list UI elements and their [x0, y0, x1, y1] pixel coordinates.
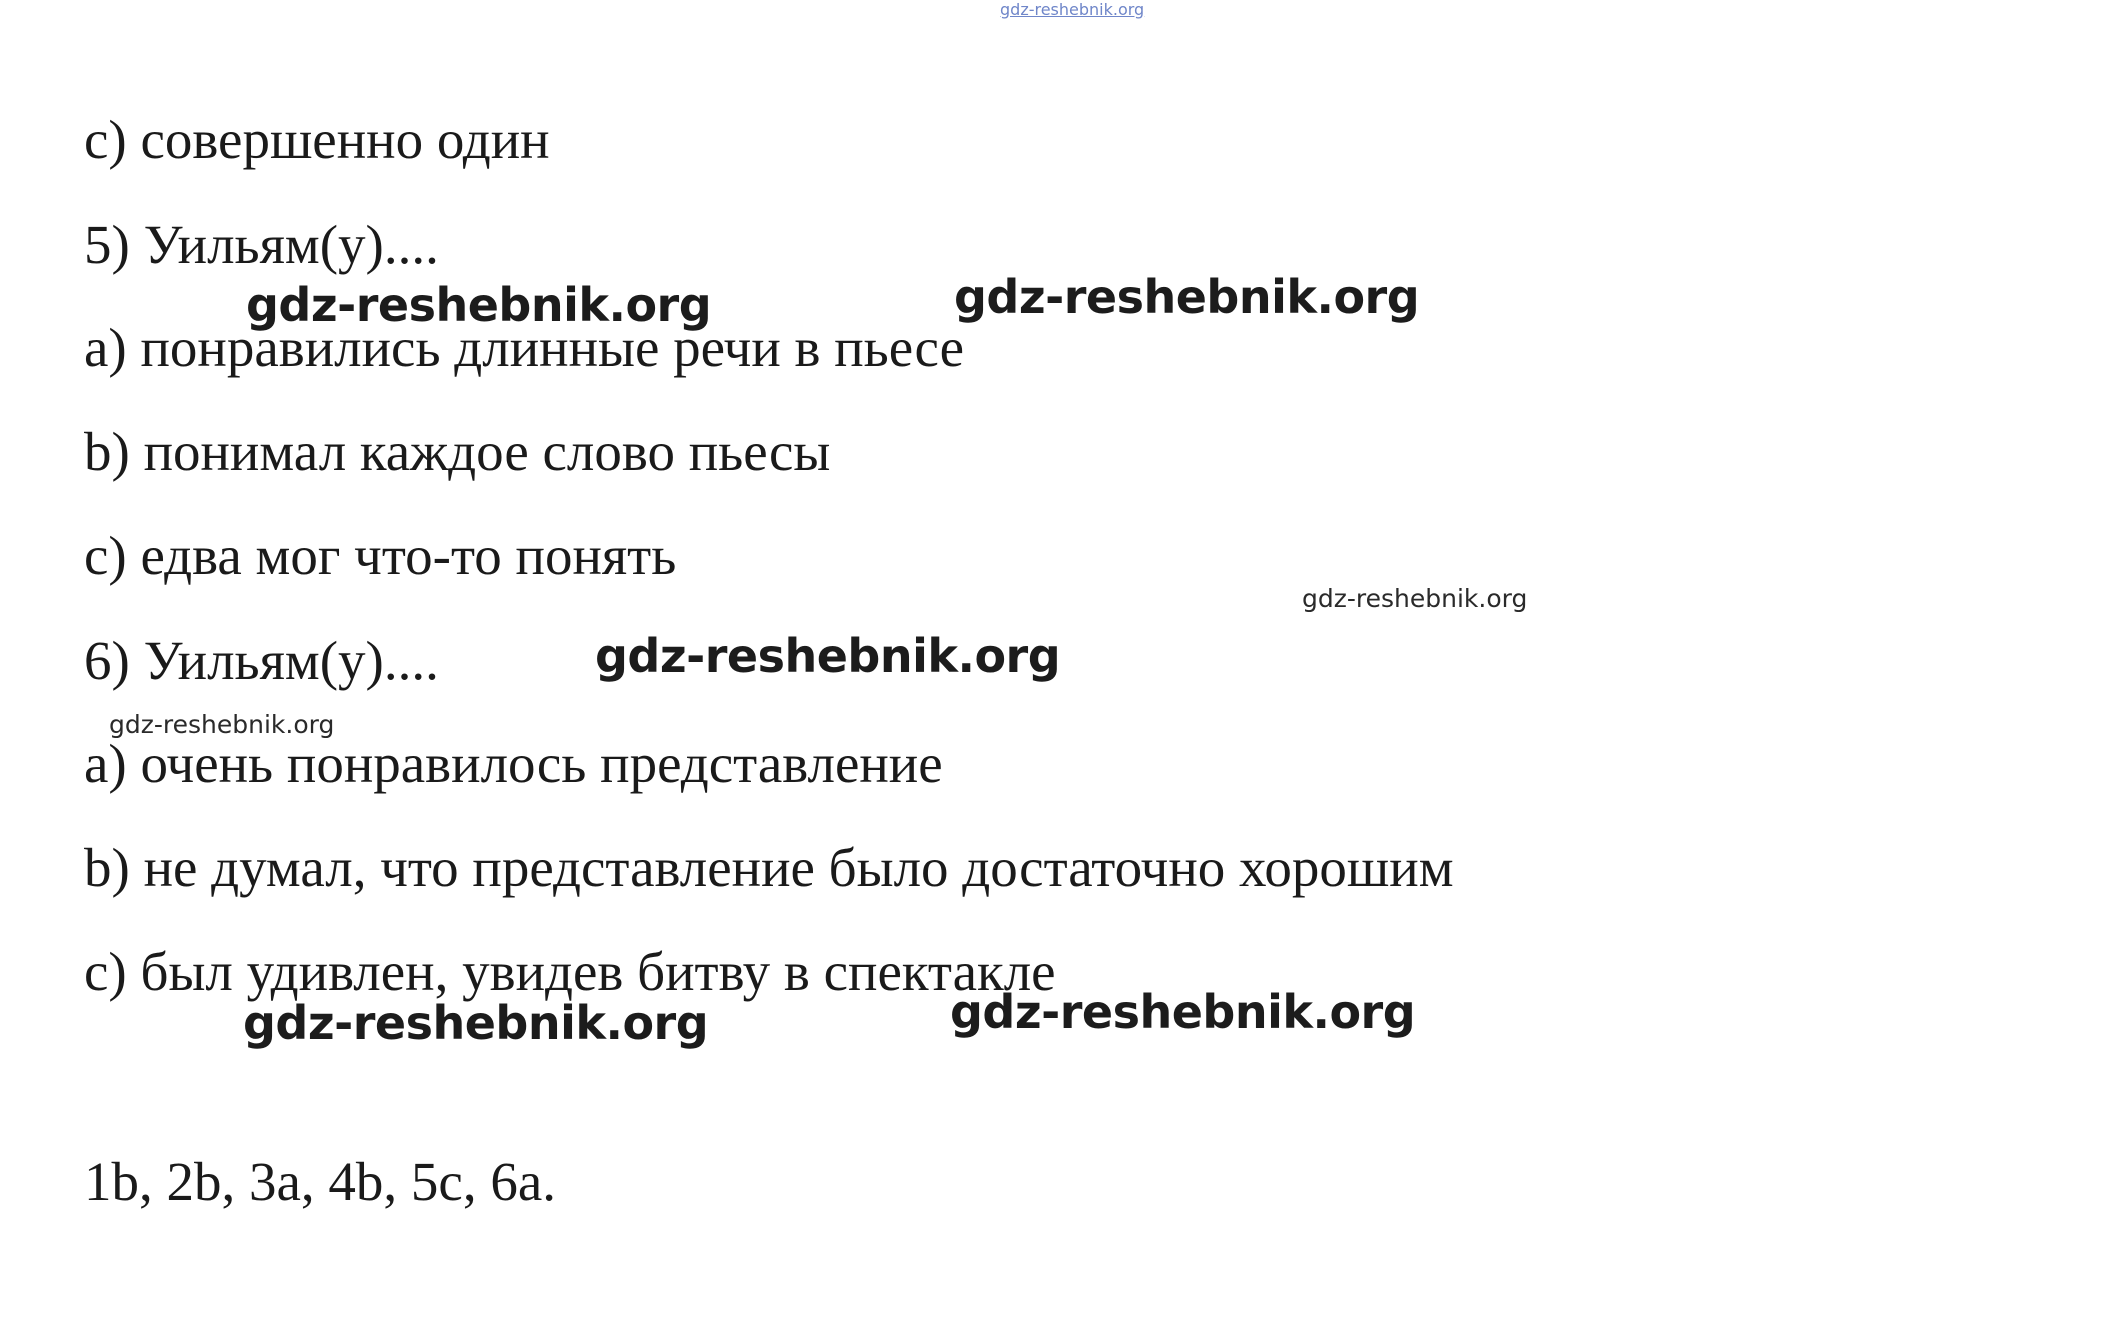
watermark-text: gdz-reshebnik.org: [243, 996, 709, 1050]
watermark-text: gdz-reshebnik.org: [950, 985, 1416, 1039]
question-5: 5) Уильям(у)....: [84, 214, 439, 275]
question-6: 6) Уильям(у)....: [84, 630, 439, 691]
header-watermark-link[interactable]: gdz-reshebnik.org: [1000, 0, 1145, 19]
option-6b: b) не думал, что представление было достаточно хорошим: [84, 837, 1454, 898]
watermark-text: gdz-reshebnik.org: [246, 278, 712, 332]
option-4c: c) совершенно один: [84, 109, 550, 170]
option-6c: c) был удивлен, увидев битву в спектакле: [84, 941, 1056, 1002]
watermark-text: gdz-reshebnik.org: [954, 270, 1420, 324]
answer-key: 1b, 2b, 3a, 4b, 5c, 6a.: [84, 1151, 556, 1212]
watermark-text: gdz-reshebnik.org: [595, 629, 1061, 683]
option-5c: c) едва мог что-то понять: [84, 525, 677, 586]
option-5b: b) понимал каждое слово пьесы: [84, 421, 831, 482]
watermark-text: gdz-reshebnik.org: [1302, 584, 1528, 613]
option-5a: a) понравились длинные речи в пьесе: [84, 317, 965, 378]
watermark-text: gdz-reshebnik.org: [109, 710, 335, 739]
option-6a: a) очень понравилось представление: [84, 733, 943, 794]
